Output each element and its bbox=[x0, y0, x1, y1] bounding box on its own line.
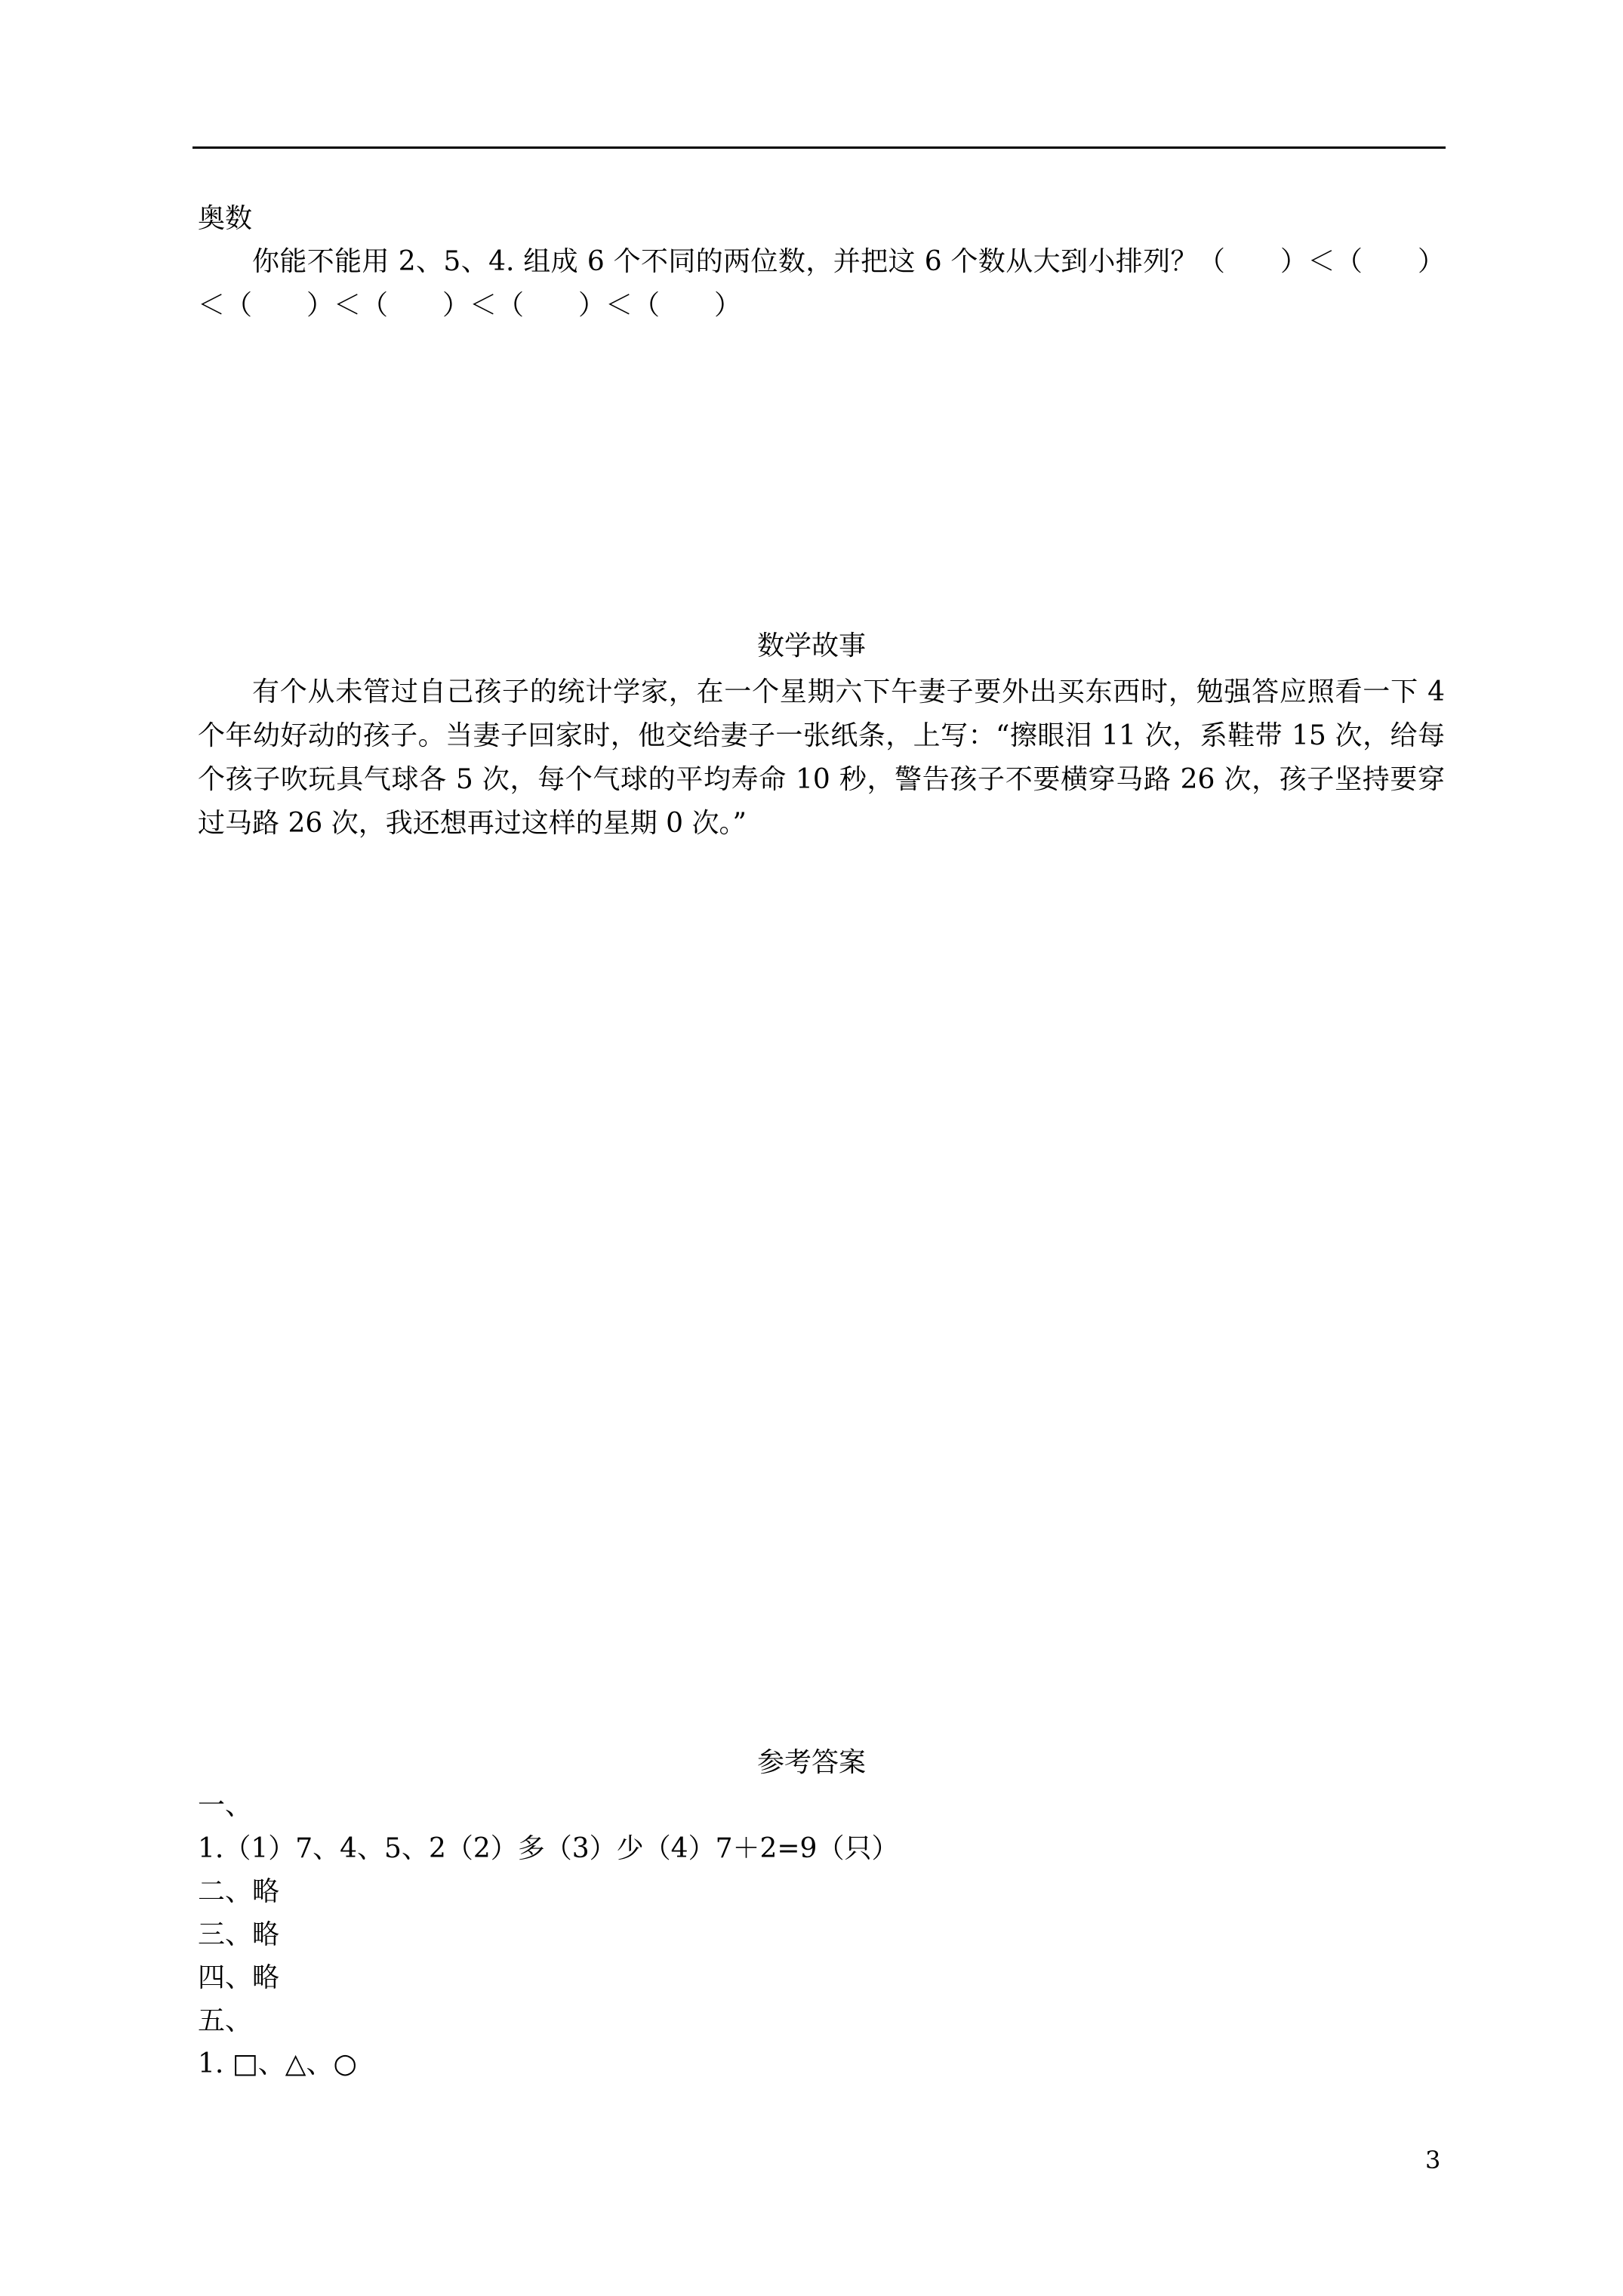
answer-line: 1.（1）7、4、5、2（2）多（3）少（4）7＋2=9（只） bbox=[198, 1833, 899, 1864]
aoshu-question: 你能不能用 2、5、4. 组成 6 个不同的两位数，并把这 6 个数从大到小排列？（ ）＜（ ）＜（ ）＜（ ）＜（ ）＜（ ） bbox=[198, 246, 1445, 321]
page-number: 3 bbox=[1425, 2146, 1441, 2174]
answers-title: 参考答案 bbox=[756, 1747, 866, 1778]
answer-line: 二、略 bbox=[198, 1876, 280, 1907]
section-heading-aoshu: 奥数 bbox=[198, 203, 253, 234]
header-rule bbox=[192, 146, 1446, 149]
answer-line: 三、略 bbox=[198, 1919, 280, 1950]
answer-line: 五、 bbox=[198, 2005, 253, 2036]
answer-line: 1. □、△、○ bbox=[198, 2048, 357, 2079]
story-title: 数学故事 bbox=[756, 630, 866, 661]
answer-line: 一、 bbox=[198, 1790, 253, 1821]
story-text: 有个从未管过自己孩子的统计学家，在一个星期六下午妻子要外出买东西时，勉强答应照看一下 4 个年幼好动的孩子。当妻子回家时，他交给妻子一张纸条，上写：“擦眼泪 11 次，系鞋带 15 次，给每个孩子吹玩具气球各 5 次，每个气球的平均寿命 10 秒，警告孩子不要横穿马路 26 次，孩子坚持要穿过马路 26 次，我还想再过这样的星期 0 次。” bbox=[198, 676, 1445, 839]
answer-line: 四、略 bbox=[198, 1962, 280, 1993]
